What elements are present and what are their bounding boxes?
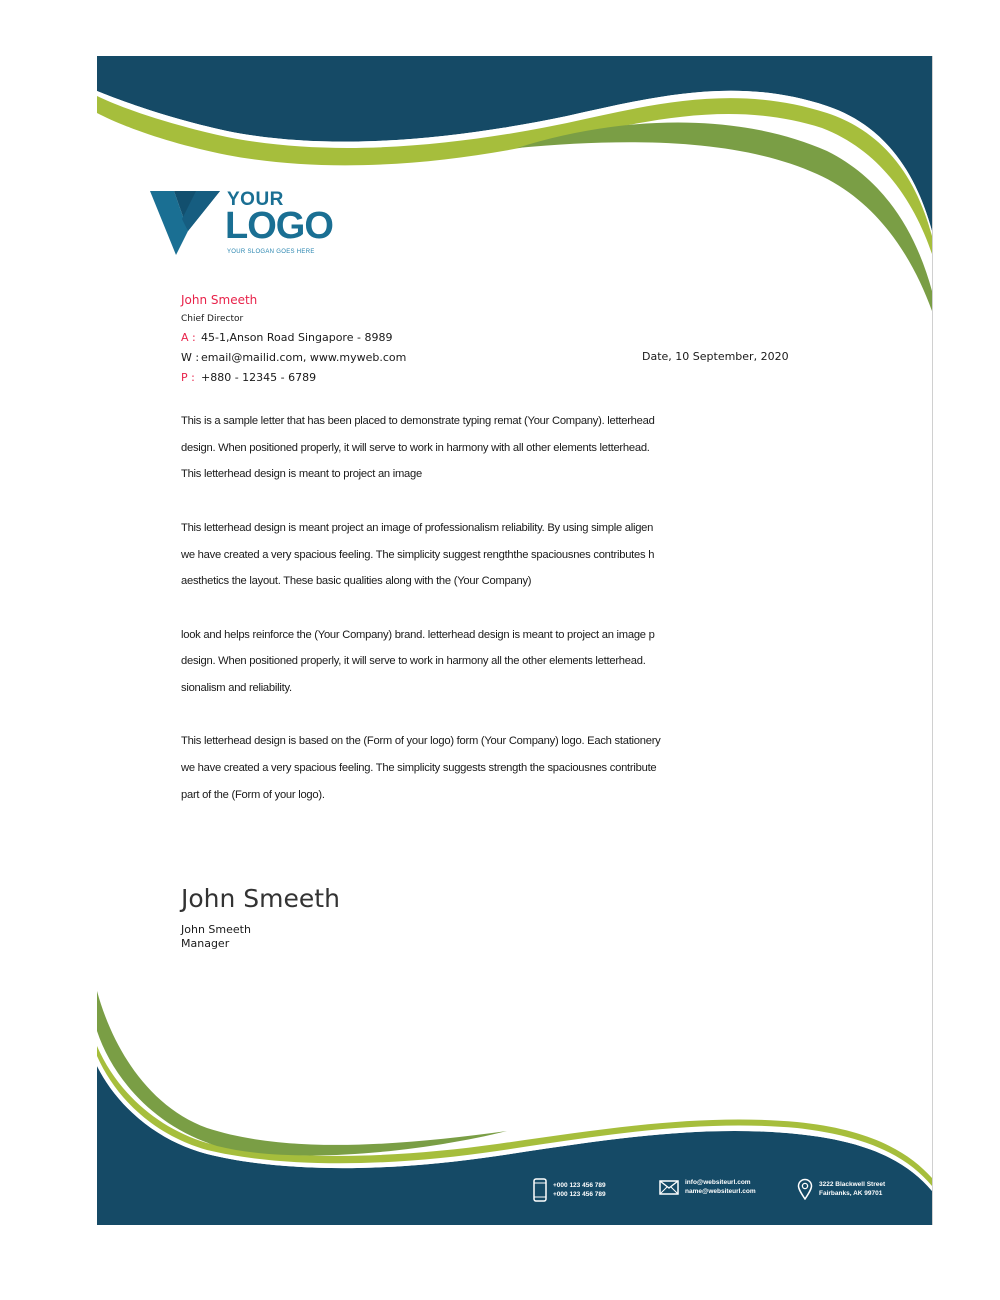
footer-address-line-1: 3222 Blackwell Street <box>819 1181 886 1188</box>
body-line: This is a sample letter that has been placed to demonstrate typing remat (Your Company). letterhead <box>181 415 655 427</box>
paragraph <box>181 408 751 488</box>
body-line: we have created a very spacious feeling. The simplicity suggests strength the spaciousnes contribute <box>181 762 657 775</box>
letter-body <box>181 408 751 835</box>
footer-address <box>797 1178 885 1200</box>
body-line: we have created a very spacious feeling. The simplicity suggest rengththe spaciousnes contributes h <box>181 548 655 561</box>
sender-role: Chief Director <box>181 314 244 324</box>
paragraph <box>181 515 751 595</box>
footer-phone-line-1: +000 123 456 789 <box>553 1182 606 1189</box>
location-pin-icon <box>797 1178 813 1200</box>
body-line: This letterhead design is meant to project an image <box>181 468 422 481</box>
body-line: This letterhead design is meant project an image of professionalism reliability. By using simple aligen <box>181 521 654 534</box>
sender-web-row <box>181 348 406 368</box>
sender-name: John Smeeth <box>181 293 258 307</box>
footer-address-line-2: Fairbanks, AK 99701 <box>819 1190 883 1197</box>
footer-email-line-1: info@websiteurl.com <box>685 1179 751 1186</box>
body-line: aesthetics the layout. These basic qualities along with the (Your Company) <box>181 575 532 588</box>
address-label: A : <box>181 331 196 344</box>
letterhead-page <box>97 56 932 1225</box>
sender-web: email@mailid.com, www.myweb.com <box>201 351 407 364</box>
signatory-title: Manager <box>181 937 230 950</box>
sender-address-row <box>181 328 406 348</box>
paragraph <box>181 622 751 702</box>
footer-email-line-2: name@websiteurl.com <box>685 1188 756 1195</box>
logo-slogan: YOUR SLOGAN GOES HERE <box>227 249 315 255</box>
logo-main-text: LOGO <box>225 205 333 247</box>
company-logo <box>150 189 340 261</box>
footer-email <box>659 1178 756 1196</box>
phone-icon <box>533 1178 547 1202</box>
body-line: design. When positioned properly, it will serve to work in harmony all the other elements letterhead. <box>181 655 646 668</box>
logo-v-mark-icon <box>150 191 222 255</box>
footer-phone-line-2: +000 123 456 789 <box>553 1191 606 1198</box>
signatory-block <box>181 923 251 951</box>
footer-phone <box>533 1178 606 1202</box>
body-line: look and helps reinforce the (Your Company) brand. letterhead design is meant to project an image p <box>181 628 655 641</box>
mail-icon <box>659 1180 679 1195</box>
sender-block <box>181 290 406 388</box>
signature: John Smeeth <box>181 884 340 913</box>
sender-address: 45-1,Anson Road Singapore - 8989 <box>201 331 393 344</box>
web-label: W : <box>181 351 200 364</box>
letter-date: Date, 10 September, 2020 <box>642 350 789 363</box>
sender-phone: +880 - 12345 - 6789 <box>201 371 317 384</box>
body-line: sionalism and reliability. <box>181 682 292 694</box>
signatory-name: John Smeeth <box>181 923 251 936</box>
body-line: part of the (Form of your logo). <box>181 788 325 801</box>
body-line: This letterhead design is based on the (Form of your logo) form (Your Company) logo. Each stationery <box>181 735 661 748</box>
body-line: design. When positioned properly, it will serve to work in harmony with all other elements letterhead. <box>181 441 650 454</box>
paragraph <box>181 728 751 808</box>
sender-phone-row <box>181 368 406 388</box>
logo-top-text: YOUR <box>227 189 284 210</box>
phone-label: P : <box>181 371 195 384</box>
